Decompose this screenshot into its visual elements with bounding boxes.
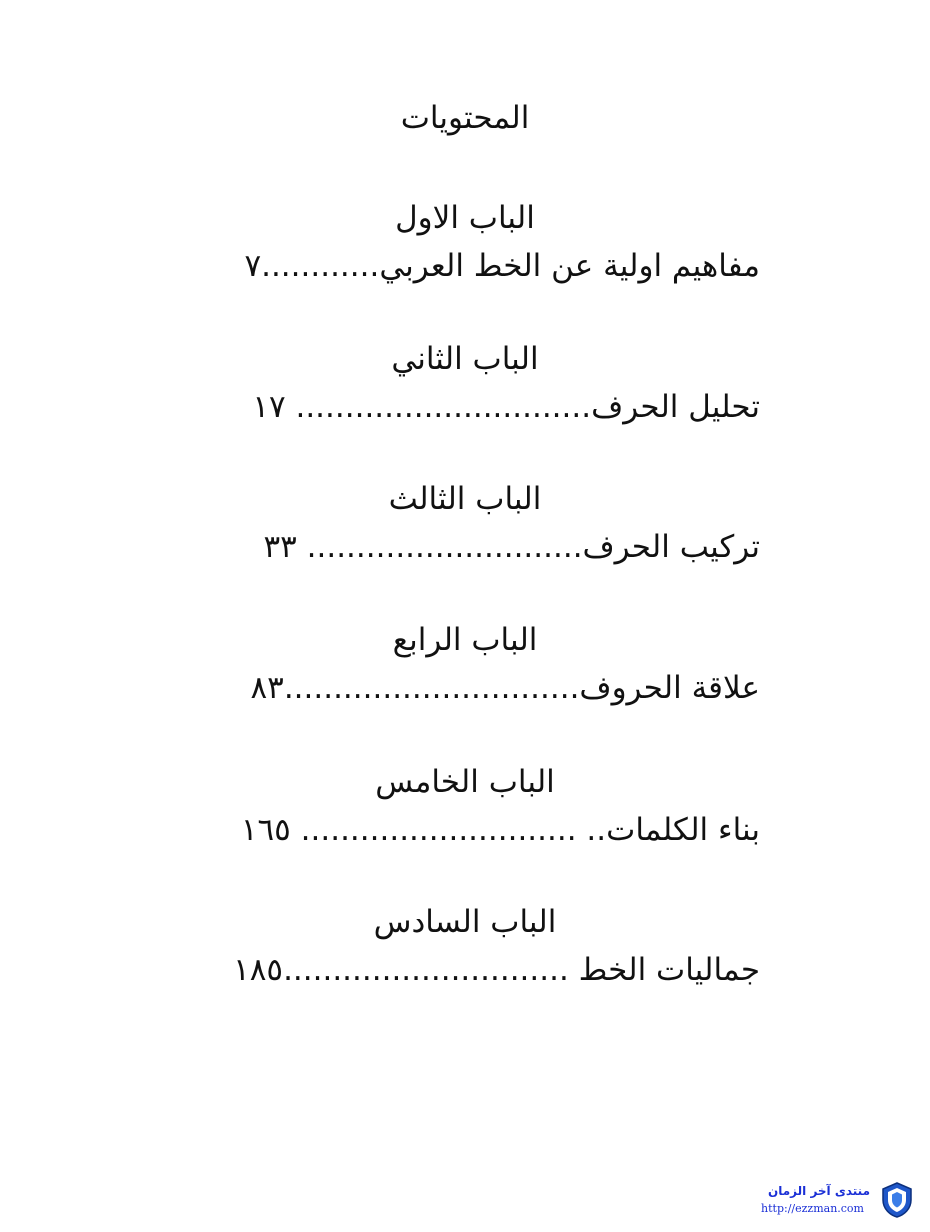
chapter-heading: الباب الثاني (391, 341, 539, 377)
chapter-entry: علاقة الحروف..............................٨٣ (250, 670, 760, 706)
watermark-url[interactable]: http://ezzman.com (761, 1202, 864, 1215)
chapter-heading: الباب الثالث (388, 481, 542, 517)
chapter-entry: تحليل الحرف.............................. ١٧ (252, 389, 760, 425)
contents-title: المحتويات (400, 100, 530, 136)
chapter-5 (0, 760, 930, 848)
chapter-2 (0, 337, 930, 425)
chapter-heading: الباب السادس (373, 904, 557, 940)
watermark-name: منتدى آخر الزمان (768, 1184, 870, 1198)
shield-logo-icon (880, 1182, 914, 1218)
chapter-4 (0, 618, 930, 706)
chapter-entry: بناء الكلمات.. ............................ ١٦٥ (240, 812, 760, 848)
chapter-heading: الباب الرابع (392, 622, 538, 658)
chapter-6 (0, 900, 930, 988)
chapter-heading: الباب الاول (395, 200, 535, 236)
chapter-3 (0, 477, 930, 565)
chapter-entry: مفاهيم اولية عن الخط العربي............٧ (244, 248, 760, 284)
chapter-1 (0, 196, 930, 284)
forum-watermark (740, 1182, 920, 1222)
chapter-entry: تركيب الحرف............................ ٣٣ (263, 529, 760, 565)
chapter-heading: الباب الخامس (375, 764, 555, 800)
chapter-entry: جماليات الخط .............................١٨٥ (233, 952, 760, 988)
